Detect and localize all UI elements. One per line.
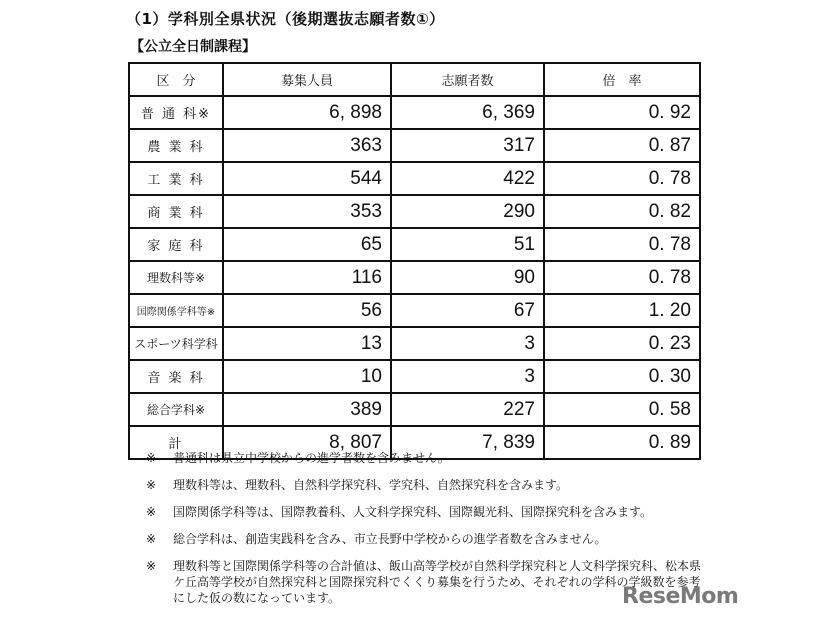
- row-capacity: 10: [223, 360, 391, 393]
- row-category: 商 業 科: [129, 195, 223, 228]
- row-applicants: 317: [391, 129, 544, 162]
- header-ratio: 倍 率: [544, 63, 700, 96]
- row-capacity: 363: [223, 129, 391, 162]
- table-row: [129, 393, 700, 426]
- note-mark: ※: [146, 478, 157, 492]
- row-applicants: 422: [391, 162, 544, 195]
- row-category: 理数科等※: [129, 261, 223, 294]
- row-applicants: 67: [391, 294, 544, 327]
- footnote: [146, 531, 706, 547]
- row-capacity: 8, 807: [223, 426, 391, 459]
- note-text: 国際関係学科等は、国際教養科、人文科学探究科、国際観光科、国際探究科を含みます。: [173, 505, 653, 519]
- table-row: [129, 261, 700, 294]
- table-row: [129, 162, 700, 195]
- row-applicants: 290: [391, 195, 544, 228]
- row-category: 普 通 科※: [129, 96, 223, 129]
- row-category: 農 業 科: [129, 129, 223, 162]
- row-ratio: 1. 20: [544, 294, 700, 327]
- row-capacity: 6, 898: [223, 96, 391, 129]
- row-ratio: 0. 92: [544, 96, 700, 129]
- table-row: [129, 129, 700, 162]
- row-ratio: 0. 87: [544, 129, 700, 162]
- row-ratio: 0. 78: [544, 228, 700, 261]
- row-category: 家 庭 科: [129, 228, 223, 261]
- row-category: 音 楽 科: [129, 360, 223, 393]
- row-category: 国際関係学科等※: [129, 294, 223, 327]
- row-capacity: 353: [223, 195, 391, 228]
- footnote: [146, 477, 706, 493]
- row-capacity: 389: [223, 393, 391, 426]
- row-applicants: 6, 369: [391, 96, 544, 129]
- row-ratio: 0. 78: [544, 261, 700, 294]
- applicants-table: [128, 62, 701, 460]
- table-row: [129, 294, 700, 327]
- note-text: 理数科等は、理数科、自然科学探究科、学究科、自然探究科を含みます。: [173, 478, 569, 492]
- note-text: 普通科は県立中学校からの進学者数を含みません。: [173, 451, 450, 465]
- footnote: [146, 504, 706, 520]
- table-row: [129, 327, 700, 360]
- note-mark: ※: [146, 505, 157, 519]
- resemom-logo: ReseMom: [622, 584, 739, 609]
- document-title: （1）学科別全県状況（後期選抜志願者数①）: [126, 10, 445, 28]
- row-ratio: 0. 82: [544, 195, 700, 228]
- note-mark: ※: [146, 559, 157, 573]
- table-header-row: [129, 63, 700, 96]
- table-row: [129, 195, 700, 228]
- row-ratio: 0. 78: [544, 162, 700, 195]
- row-applicants: 90: [391, 261, 544, 294]
- footnote: [146, 450, 706, 466]
- row-ratio: 0. 58: [544, 393, 700, 426]
- row-capacity: 544: [223, 162, 391, 195]
- row-ratio: 0. 89: [544, 426, 700, 459]
- header-category: 区 分: [129, 63, 223, 96]
- row-category: 総合学科※: [129, 393, 223, 426]
- row-applicants: 7, 839: [391, 426, 544, 459]
- note-mark: ※: [146, 451, 157, 465]
- row-category: スポーツ科学科: [129, 327, 223, 360]
- row-applicants: 51: [391, 228, 544, 261]
- note-text: 総合学科は、創造実践科を含み、市立長野中学校からの進学者数を含みません。: [173, 532, 607, 546]
- note-mark: ※: [146, 532, 157, 546]
- row-applicants: 3: [391, 327, 544, 360]
- table-row: [129, 360, 700, 393]
- note-text: 理数科等と国際関係学科等の合計値は、飯山高等学校が自然科学探究科と人文科学探究科、松本県ケ丘高等学校が自然探究科と国際探究科でくくり募集を行うため、それぞれの学科の学級数を参考にした仮の数になっています。: [173, 559, 702, 605]
- row-applicants: 227: [391, 393, 544, 426]
- row-capacity: 56: [223, 294, 391, 327]
- row-ratio: 0. 30: [544, 360, 700, 393]
- section-subtitle: 【公立全日制課程】: [130, 39, 256, 55]
- row-capacity: 65: [223, 228, 391, 261]
- row-capacity: 116: [223, 261, 391, 294]
- row-capacity: 13: [223, 327, 391, 360]
- row-category: 計: [129, 426, 223, 459]
- header-applicants: 志願者数: [391, 63, 544, 96]
- header-capacity: 募集人員: [223, 63, 391, 96]
- row-applicants: 3: [391, 360, 544, 393]
- table-row: [129, 96, 700, 129]
- row-category: 工 業 科: [129, 162, 223, 195]
- row-ratio: 0. 23: [544, 327, 700, 360]
- table-row: [129, 228, 700, 261]
